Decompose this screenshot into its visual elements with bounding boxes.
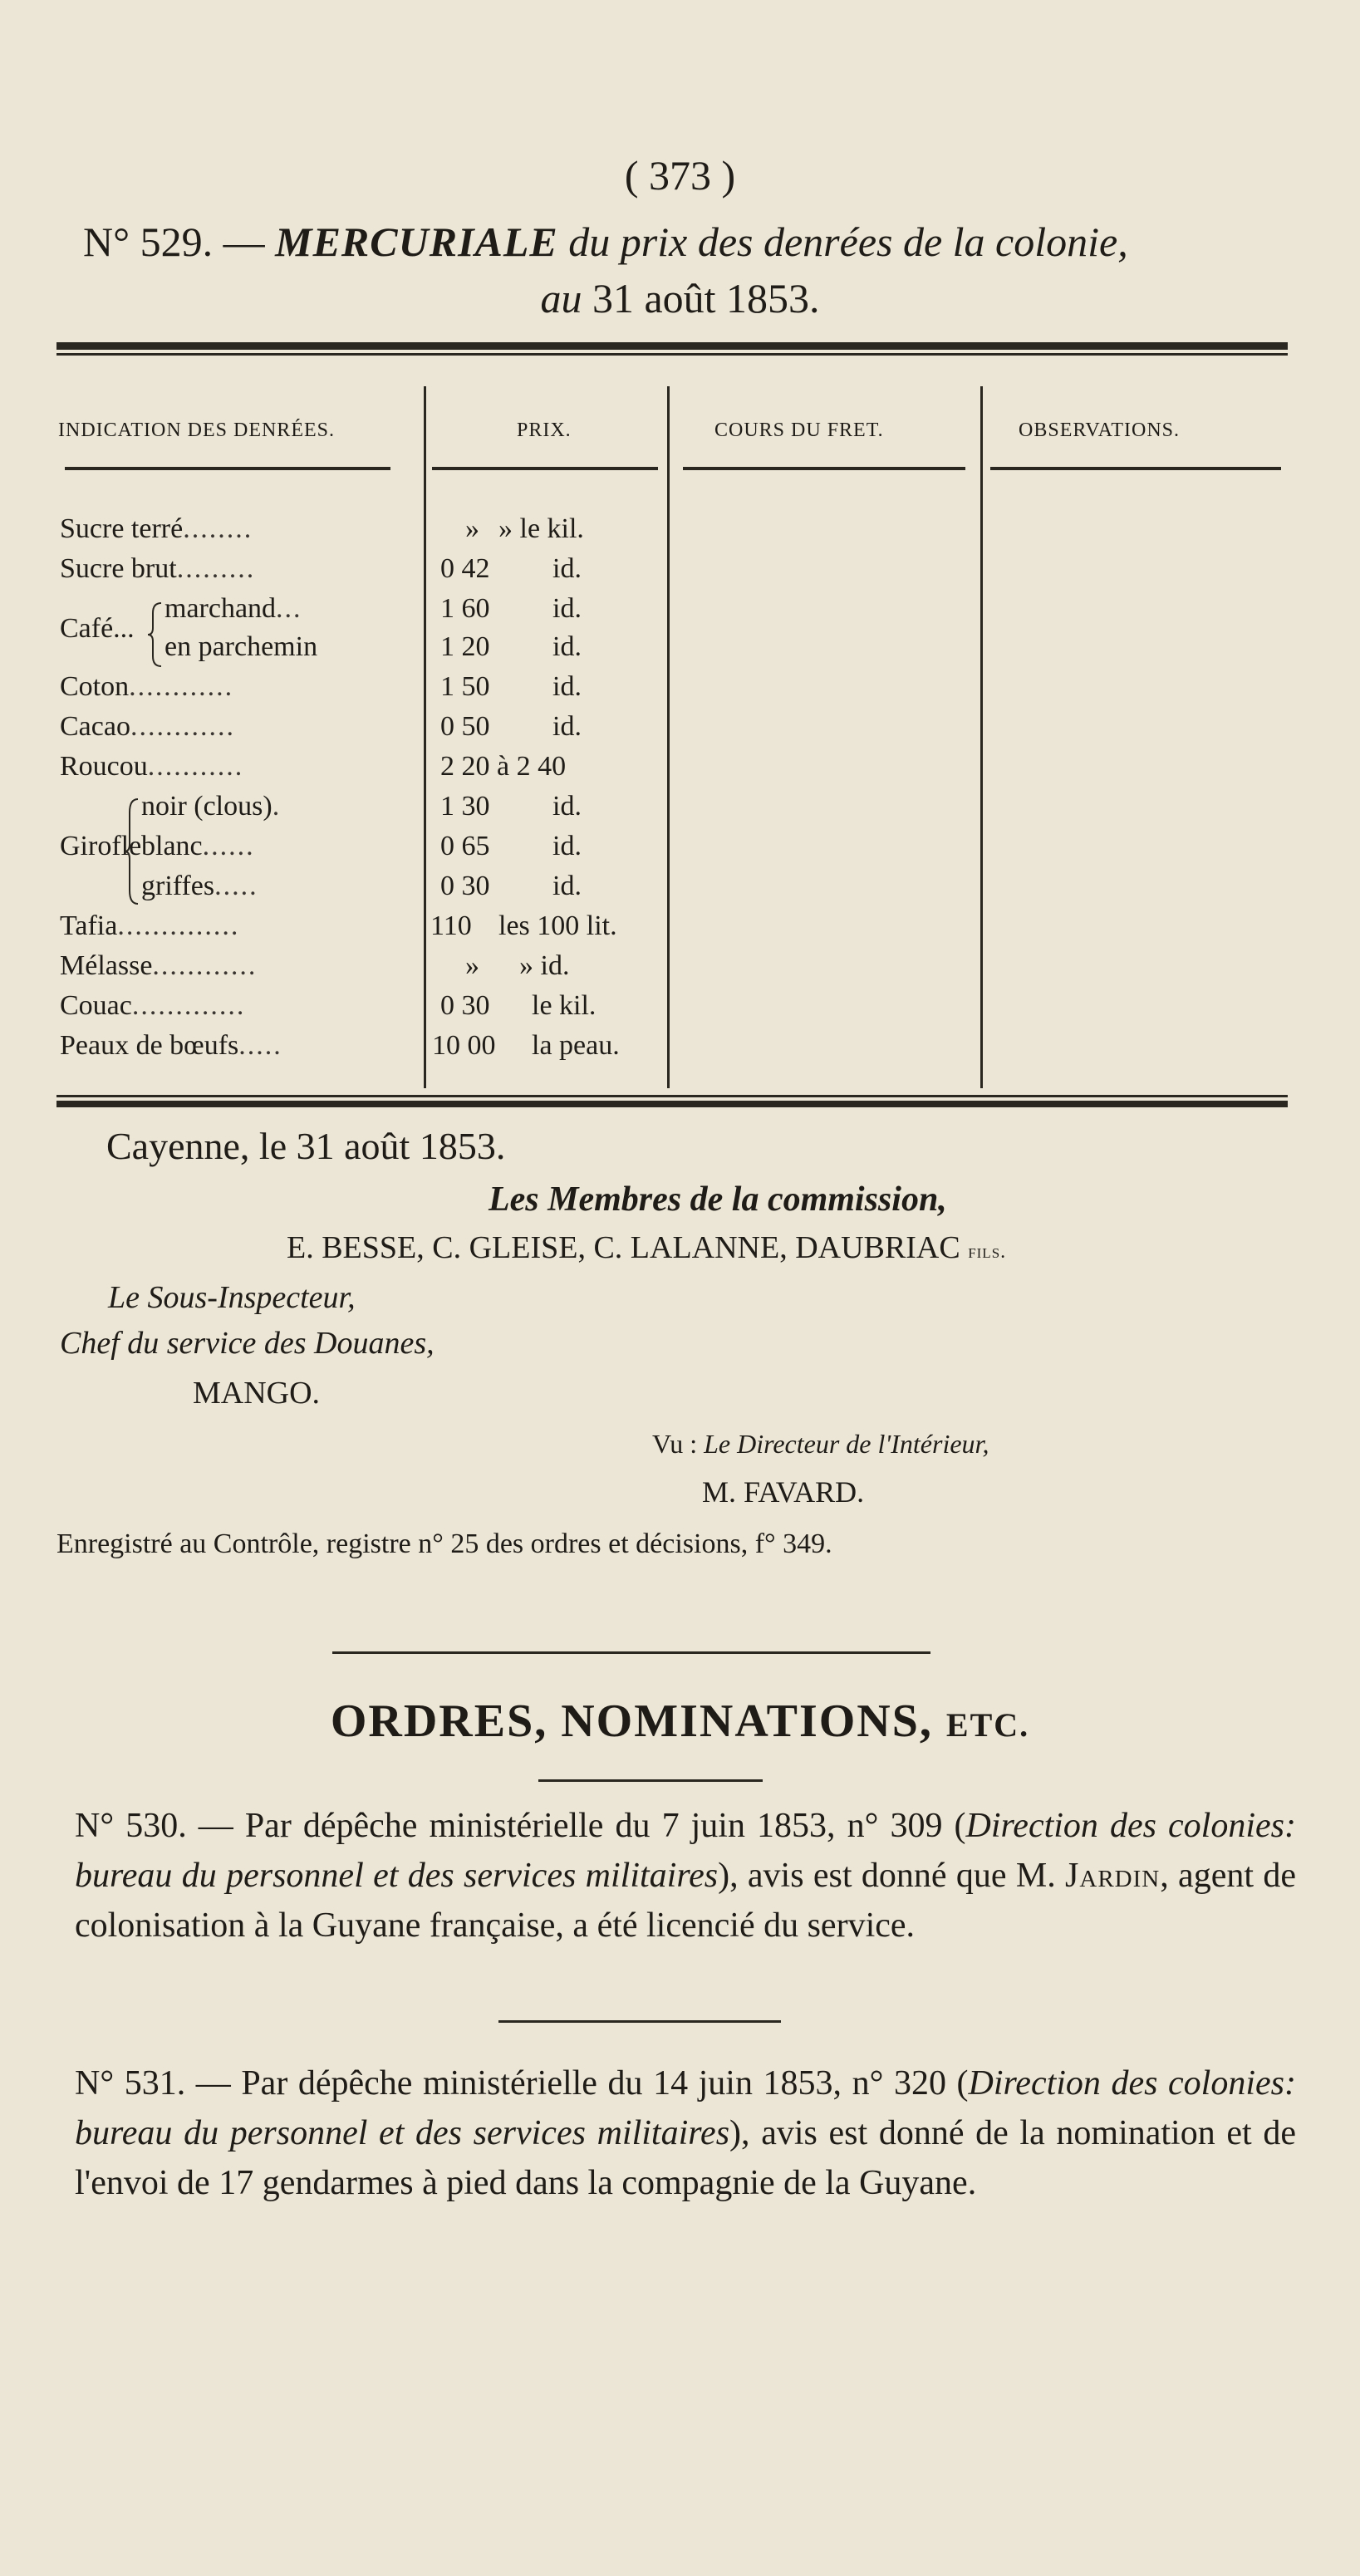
row-dots: ............. bbox=[131, 990, 246, 1021]
table-bottom-rule-thick bbox=[56, 1101, 1288, 1107]
signature-date: Cayenne, le 31 août 1853. bbox=[106, 1125, 506, 1167]
table-row bbox=[0, 791, 1360, 829]
row-dots: ............ bbox=[130, 711, 235, 742]
row-price: 1 30 bbox=[440, 791, 490, 822]
table-bottom-rule bbox=[56, 1095, 1288, 1097]
row-unit: » id. bbox=[519, 950, 570, 981]
entry-text: N° 530. — Par dépêche ministérielle du 7 juin 1853, n° 309 ( bbox=[75, 1807, 966, 1845]
group-label-girofle: Girofle bbox=[60, 831, 142, 861]
row-unit: id. bbox=[552, 593, 582, 624]
row-dots: . bbox=[272, 791, 282, 822]
row-price: 0 65 bbox=[440, 831, 490, 861]
document-date bbox=[0, 274, 1360, 322]
group-label-cafe: Café... bbox=[60, 613, 135, 644]
row-dots: ..... bbox=[238, 1030, 282, 1061]
row-price: 0 30 bbox=[440, 990, 490, 1021]
column-underline-3 bbox=[683, 467, 965, 470]
column-header-denrees: INDICATION DES DENRÉES. bbox=[58, 420, 335, 441]
row-label: Cacao bbox=[60, 711, 130, 742]
commission-names bbox=[287, 1229, 1006, 1266]
chef-douanes-label: Chef du service des Douanes, bbox=[60, 1326, 435, 1361]
row-label: Sucre brut bbox=[60, 553, 177, 584]
entry-italic: Direction des colonies: bureau du personnel et des services militaires bbox=[75, 2064, 1296, 2152]
table-row bbox=[0, 871, 1360, 909]
names-text: E. BESSE, C. GLEISE, C. LALANNE, DAUBRIAC bbox=[287, 1230, 969, 1265]
table-row bbox=[0, 1030, 1360, 1068]
title-rest: du prix des denrées de la colonie, bbox=[557, 218, 1128, 265]
section-title-etc: ETC. bbox=[945, 1706, 1030, 1744]
table-row bbox=[0, 513, 1360, 552]
table-top-rule bbox=[56, 342, 1288, 350]
row-dots: ........... bbox=[147, 751, 244, 782]
row-label: noir (clous) bbox=[141, 791, 272, 822]
row-dots: ..... bbox=[214, 871, 258, 901]
row-label: Tafia bbox=[60, 910, 118, 941]
sous-inspecteur-label: Le Sous-Inspecteur, bbox=[108, 1280, 356, 1315]
entry-italic: Direction des colonies: bureau du personnel et des services militaires bbox=[75, 1807, 1296, 1895]
row-price: 0 30 bbox=[440, 871, 490, 901]
row-label: Peaux de bœufs bbox=[60, 1030, 239, 1061]
row-dots: ............ bbox=[152, 950, 258, 981]
table-top-rule-thin bbox=[56, 353, 1288, 356]
entry-divider bbox=[498, 2020, 781, 2023]
entry-530 bbox=[75, 1801, 1296, 1950]
document-title bbox=[83, 218, 1128, 266]
row-dots: ...... bbox=[202, 831, 255, 861]
date-prefix: au bbox=[540, 275, 592, 321]
title-word: MERCURIALE bbox=[275, 218, 558, 265]
row-dots: ... bbox=[276, 593, 302, 624]
row-price: » bbox=[465, 513, 479, 544]
row-label: blanc bbox=[141, 831, 203, 861]
row-label: Roucou bbox=[60, 751, 148, 782]
section-title-text: ORDRES, NOMINATIONS, bbox=[330, 1695, 946, 1747]
section-title bbox=[0, 1695, 1360, 1748]
table-row bbox=[0, 910, 1360, 949]
row-unit: id. bbox=[552, 671, 582, 702]
signatory-mango: MANGO. bbox=[193, 1376, 321, 1411]
entry-text: N° 531. — Par dépêche ministérielle du 14 juin 1853, n° 320 ( bbox=[75, 2064, 969, 2103]
entry-text: ), avis est donné de la nomination et de l'envoi de 17 gendarmes à pied dans la compagnie de la Guyane. bbox=[75, 2114, 1296, 2202]
section-divider bbox=[332, 1651, 930, 1654]
column-underline-4 bbox=[990, 467, 1281, 470]
table-row bbox=[0, 990, 1360, 1028]
row-price: 1 60 bbox=[440, 593, 490, 624]
vu-line bbox=[652, 1429, 989, 1460]
brace-icon bbox=[125, 797, 140, 905]
row-unit: la peau. bbox=[532, 1030, 620, 1061]
column-underline-1 bbox=[65, 467, 390, 470]
row-price: 1 50 bbox=[440, 671, 490, 702]
row-dots: ............ bbox=[129, 671, 234, 702]
row-price: 0 50 bbox=[440, 711, 490, 742]
entry-text: ), avis est donné que M. bbox=[718, 1857, 1066, 1895]
column-underline-2 bbox=[432, 467, 658, 470]
row-unit: le kil. bbox=[532, 990, 597, 1021]
person-name: Jardin bbox=[1065, 1857, 1161, 1895]
table-row bbox=[0, 831, 1360, 869]
date-value: 31 août 1853. bbox=[592, 275, 820, 321]
entry-531 bbox=[75, 2058, 1296, 2208]
row-unit: les 100 lit. bbox=[498, 910, 617, 941]
row-label: Mélasse bbox=[60, 950, 153, 981]
row-price: 10 00 bbox=[432, 1030, 496, 1061]
row-unit: id. bbox=[552, 831, 582, 861]
row-unit: id. bbox=[552, 791, 582, 822]
row-price: 2 20 à 2 40 bbox=[440, 751, 567, 782]
row-price: 1 20 bbox=[440, 631, 490, 662]
row-price: 110 bbox=[430, 910, 472, 941]
row-label: marchand bbox=[164, 593, 277, 624]
section-title-underline bbox=[538, 1779, 763, 1782]
row-dots: ........ bbox=[183, 513, 253, 544]
commission-members-label: Les Membres de la commission, bbox=[489, 1180, 947, 1219]
signatory-favard: M. FAVARD. bbox=[702, 1475, 865, 1509]
brace-icon bbox=[148, 601, 163, 668]
row-price: 0 42 bbox=[440, 553, 490, 584]
table-row bbox=[0, 631, 1360, 670]
column-header-fret: COURS DU FRET. bbox=[714, 420, 884, 441]
row-price: » bbox=[465, 950, 479, 981]
row-label: Sucre terré bbox=[60, 513, 184, 544]
column-header-prix: PRIX. bbox=[517, 420, 572, 441]
table-row bbox=[0, 671, 1360, 709]
table-row bbox=[0, 711, 1360, 749]
vu-role: Le Directeur de l'Intérieur, bbox=[704, 1429, 989, 1459]
registration-note: Enregistré au Contrôle, registre n° 25 des ordres et décisions, f° 349. bbox=[56, 1528, 832, 1559]
row-label: en parchemin bbox=[164, 631, 318, 662]
row-label: Coton bbox=[60, 671, 130, 702]
row-unit: id. bbox=[552, 631, 582, 662]
table-row bbox=[0, 950, 1360, 989]
column-header-observations: OBSERVATIONS. bbox=[1019, 420, 1181, 441]
document-number: N° 529. — bbox=[83, 218, 276, 265]
row-unit: id. bbox=[552, 711, 582, 742]
page-number: ( 373 ) bbox=[624, 152, 736, 199]
row-unit: id. bbox=[552, 871, 582, 901]
row-dots: .............. bbox=[117, 910, 240, 941]
vu-label: Vu : bbox=[652, 1429, 705, 1459]
row-label: griffes bbox=[141, 871, 215, 901]
names-fils: fils. bbox=[968, 1241, 1007, 1263]
table-row bbox=[0, 553, 1360, 591]
row-unit: » le kil. bbox=[498, 513, 584, 544]
table-row bbox=[0, 751, 1360, 789]
table-row bbox=[0, 593, 1360, 631]
row-unit: id. bbox=[552, 553, 582, 584]
row-label: Couac bbox=[60, 990, 132, 1021]
entry-text: , agent de colonisation à la Guyane française, a été licencié du service. bbox=[75, 1857, 1296, 1945]
row-dots: ......... bbox=[176, 553, 256, 584]
